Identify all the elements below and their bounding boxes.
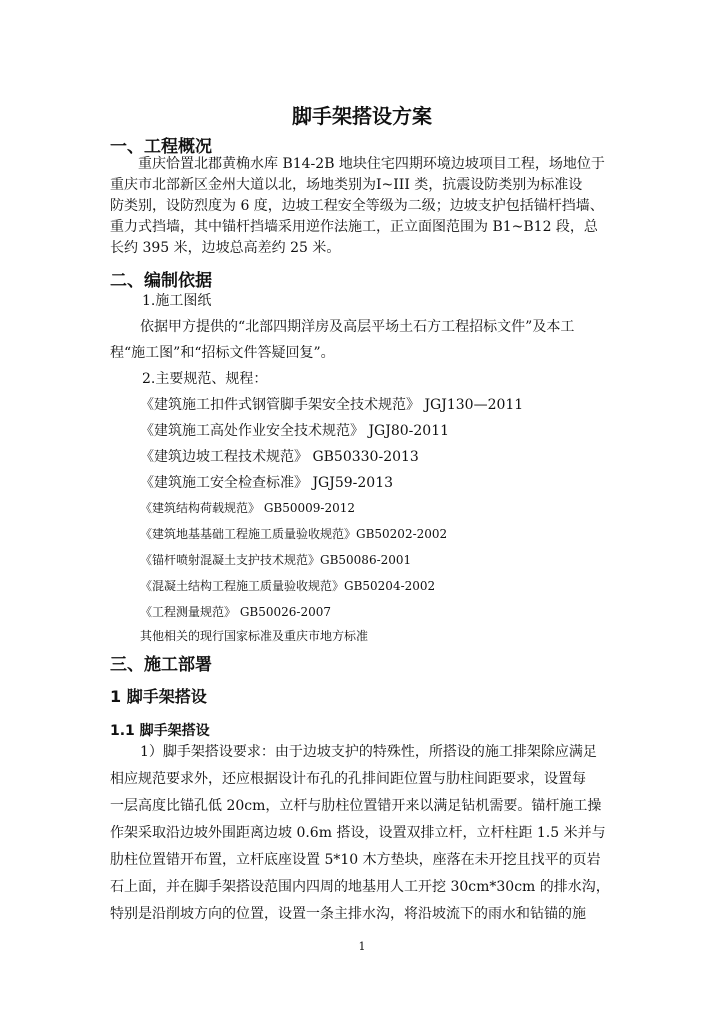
paragraph-line: 1）脚手架搭设要求：由于边坡支护的特殊性，所搭设的施工排架除应满足 [140,744,597,760]
paragraph-line: 相应规范要求外，还应根据设计布孔的孔排间距位置与肋柱间距要求，设置每 [110,771,586,787]
section-heading-deployment: 三、施工部署 [110,655,212,675]
spec-item: 《锚杆喷射混凝土支护技术规范》GB50086-2001 [140,553,412,567]
section-heading-overview: 一、工程概况 [110,137,212,157]
spec-item: 《建筑施工高处作业安全技术规范》 JGJ80-2011 [140,423,450,439]
spec-item: 《建筑边坡工程技术规范》 GB50330-2013 [140,449,419,465]
paragraph-line: 特别是沿削坡方向的位置，设置一条主排水沟，将沿坡流下的雨水和钻锚的施 [110,906,586,922]
page-number: 1 [358,940,366,953]
paragraph-line: 石上面，并在脚手架搭设范围内四周的地基用人工开挖 30cm*30cm 的排水沟， [110,879,610,895]
spec-item: 《建筑施工安全检查标准》 JGJ59-2013 [140,475,394,491]
paragraph-line: 依据甲方提供的“北部四期洋房及高层平场土石方工程招标文件”及本工 [140,319,575,335]
spec-item: 《工程测量规范》 GB50026-2007 [140,605,331,619]
spec-item: 其他相关的现行国家标准及重庆市地方标准 [140,629,369,643]
spec-item: 《建筑结构荷载规范》 GB50009-2012 [140,501,355,515]
paragraph-line: 作架采取沿边坡外围距离边坡 0.6m 搭设，设置双排立杆，立杆柱距 1.5 米并与 [110,825,606,841]
spec-item: 《混凝土结构工程施工质量验收规范》GB50204-2002 [140,579,436,593]
spec-item: 《建筑地基基础工程施工质量验收规范》GB50202-2002 [140,527,448,541]
list-item: 2.主要规范、规程： [142,371,268,387]
list-item: 1.施工图纸 [142,293,212,309]
paragraph-line: 肋柱位置错开布置，立杆底座设置 5*10 木方垫块，座落在未开挖且找平的页岩 [110,852,601,868]
spec-item: 《建筑施工扣件式钢管脚手架安全技术规范》 JGJ130—2011 [140,397,524,413]
paragraph-line: 程“施工图”和“招标文件答疑回复”。 [110,345,335,361]
document-title: 脚手架搭设方案 [292,104,432,128]
subsection-heading: 1 脚手架搭设 [110,687,207,706]
subsection-heading: 1.1 脚手架搭设 [110,723,210,739]
paragraph-line: 重庆市北部新区金州大道以北，场地类别为Ⅰ~III 类，抗震设防类别为标准设 [110,177,583,193]
paragraph-line: 防类别，设防烈度为 6 度，边坡工程安全等级为二级；边坡支护包括锚杆挡墙、 [110,198,604,214]
paragraph-line: 一层高度比锚孔低 20cm，立杆与肋柱位置错开来以满足钻机需要。锚杆施工操 [110,798,602,814]
section-heading-basis: 二、编制依据 [110,271,212,291]
paragraph-line: 长约 395 米，边坡总高差约 25 米。 [110,240,341,256]
paragraph-line: 重庆恰置北郡黄桷水库 B14-2B 地块住宅四期环境边坡项目工程，场地位于 [138,156,605,172]
paragraph-line: 重力式挡墙，其中锚杆挡墙采用逆作法施工，正立面图范围为 B1~B12 段，总 [110,219,598,235]
